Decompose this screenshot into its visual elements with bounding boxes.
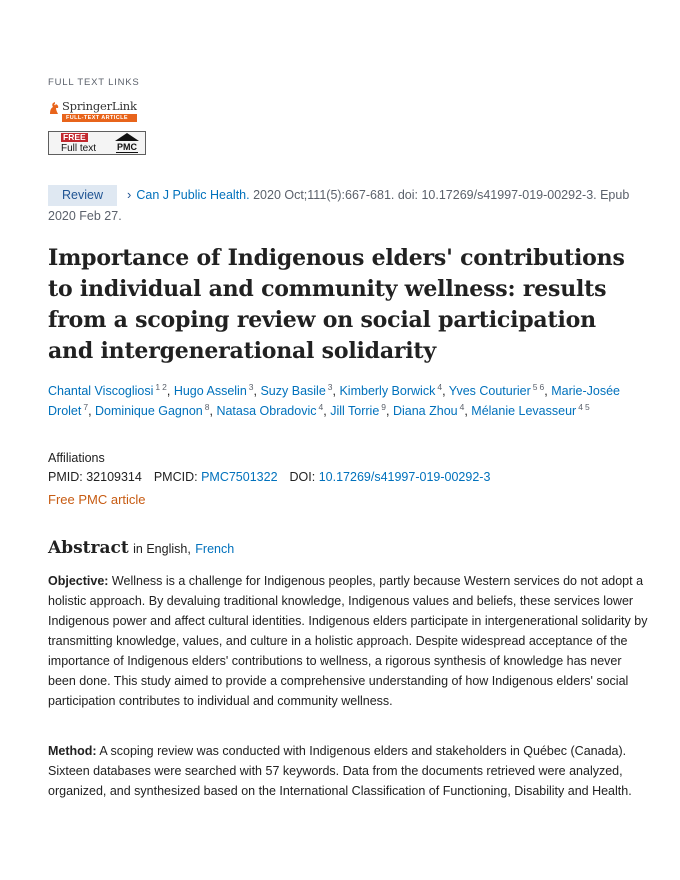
affiliation-number[interactable]: 9 — [381, 401, 387, 412]
identifiers — [48, 470, 490, 484]
affiliation-number[interactable]: 6 — [539, 381, 545, 392]
objective-label: Objective: — [48, 574, 109, 588]
doi-label: DOI: — [289, 470, 316, 484]
abstract-method — [48, 741, 648, 801]
pmc-free-full-text-button[interactable] — [48, 131, 146, 155]
pmc-logo-icon — [107, 132, 145, 154]
article-title: Importance of Indigenous elders' contributions to individual and community wellness: results from a scoping review on social participation and intergenerational solidarity — [48, 245, 625, 364]
abstract-heading: Abstract — [48, 538, 129, 558]
pmcid-link[interactable]: PMC7501322 — [201, 470, 278, 484]
pmcid-label: PMCID: — [153, 470, 198, 484]
abstract-language-french-link[interactable]: French — [195, 542, 235, 556]
affiliation-number[interactable]: 2 — [162, 381, 167, 392]
author-link[interactable]: Marie-Josée Drolet — [48, 384, 620, 418]
abstract-heading-row — [48, 538, 234, 558]
method-text: A scoping review was conducted with Indigenous elders and stakeholders in Québec (Canada). Sixteen databases were searched with 57 keywords. Data from the documents retrieved were analyzed, organized, and synthesized based on the International Classification of Functioning, Disability and Health. — [48, 744, 632, 798]
review-badge: Review — [48, 185, 117, 206]
affiliation-number[interactable]: 7 — [83, 401, 89, 412]
method-label: Method: — [48, 744, 97, 758]
affiliation-number[interactable]: 4 — [578, 401, 583, 412]
author-link[interactable]: Kimberly Borwick — [339, 384, 436, 398]
chevron-right-icon: › — [127, 187, 132, 202]
author-link[interactable]: Chantal Viscogliosi — [48, 384, 154, 398]
citation-line — [48, 184, 648, 227]
affiliation-number[interactable]: 4 — [318, 401, 324, 412]
author-link[interactable]: Jill Torrie — [330, 404, 380, 418]
affiliation-number[interactable]: 4 — [459, 401, 465, 412]
author-link[interactable]: Diana Zhou — [392, 404, 458, 418]
abstract-language-current: in English, — [133, 542, 191, 556]
doi-link[interactable]: 10.17269/s41997-019-00292-3 — [318, 470, 491, 484]
journal-link[interactable]: Can J Public Health. — [136, 188, 250, 202]
affiliation-number[interactable]: 5 — [584, 401, 590, 412]
full-text-links-heading: FULL TEXT LINKS — [48, 77, 140, 88]
springerlink-button[interactable] — [48, 100, 137, 124]
pmc-logo-label: PMC — [117, 142, 137, 152]
affiliation-number[interactable]: 8 — [204, 401, 210, 412]
affiliation-number[interactable]: 3 — [248, 381, 254, 392]
free-pmc-article-link[interactable]: Free PMC article — [48, 492, 146, 507]
affiliation-number[interactable]: 1 — [155, 381, 161, 392]
pmid-value: 32109314 — [86, 470, 142, 484]
author-link[interactable]: Hugo Asselin — [173, 384, 247, 398]
author-list: Chantal Viscogliosi $^1$ $^2$, Hugo Asselin $^3$, Suzy Basile $^3$, Kimberly Borwick $^4$, Yves Couturier $^5$ $^6$, Marie-Josée Drolet $^7$, Dominique Gagnon $^8$, Natasa Obradovic $^4$, Jill Torrie $^9$, Diana Zhou $^4$, Mélanie Levasseur $^4$ $^5$ — [48, 381, 620, 418]
pmc-free-label: FREE — [63, 132, 86, 142]
citation-details: 2020 Oct;111(5):667-681. doi: 10.17269/s41997-019-00292-3. Epub 2020 Feb 27. — [48, 188, 630, 223]
pmc-full-text-label: Full text — [61, 143, 97, 154]
author-link[interactable]: Mélanie Levasseur — [471, 404, 577, 418]
springer-horse-icon — [48, 101, 60, 115]
affiliation-number[interactable]: 5 — [532, 381, 538, 392]
affiliations-toggle[interactable]: Affiliations — [48, 451, 105, 465]
objective-text: Wellness is a challenge for Indigenous peoples, partly because Western services do not adopt a holistic approach. By devaluing traditional knowledge, Indigenous values and beliefs, these services lower Indigenous power and affect cultural identities. Indigenous elders participate in intergenerational solidarity by transmitting knowledge, values, and culture in a holistic approach. Despite widespread acceptance of the importance of Indigenous elders' contributions to wellness, a rigorous synthesis of knowledge has never been done. This study aimed to provide a comprehensive understanding of how Indigenous elders' social participation contributes to individual and community wellness. — [48, 574, 648, 708]
pmid-label: PMID: — [48, 470, 83, 484]
springerlink-subtitle: FULL-TEXT ARTICLE — [62, 114, 137, 122]
affiliation-number[interactable]: 4 — [437, 381, 443, 392]
springerlink-name: SpringerLink — [62, 99, 137, 113]
affiliation-number[interactable]: 3 — [327, 381, 333, 392]
abstract-objective — [48, 571, 648, 711]
author-link[interactable]: Suzy Basile — [260, 384, 326, 398]
author-link[interactable]: Yves Couturier — [448, 384, 531, 398]
author-link[interactable]: Dominique Gagnon — [95, 404, 203, 418]
author-link[interactable]: Natasa Obradovic — [216, 404, 317, 418]
